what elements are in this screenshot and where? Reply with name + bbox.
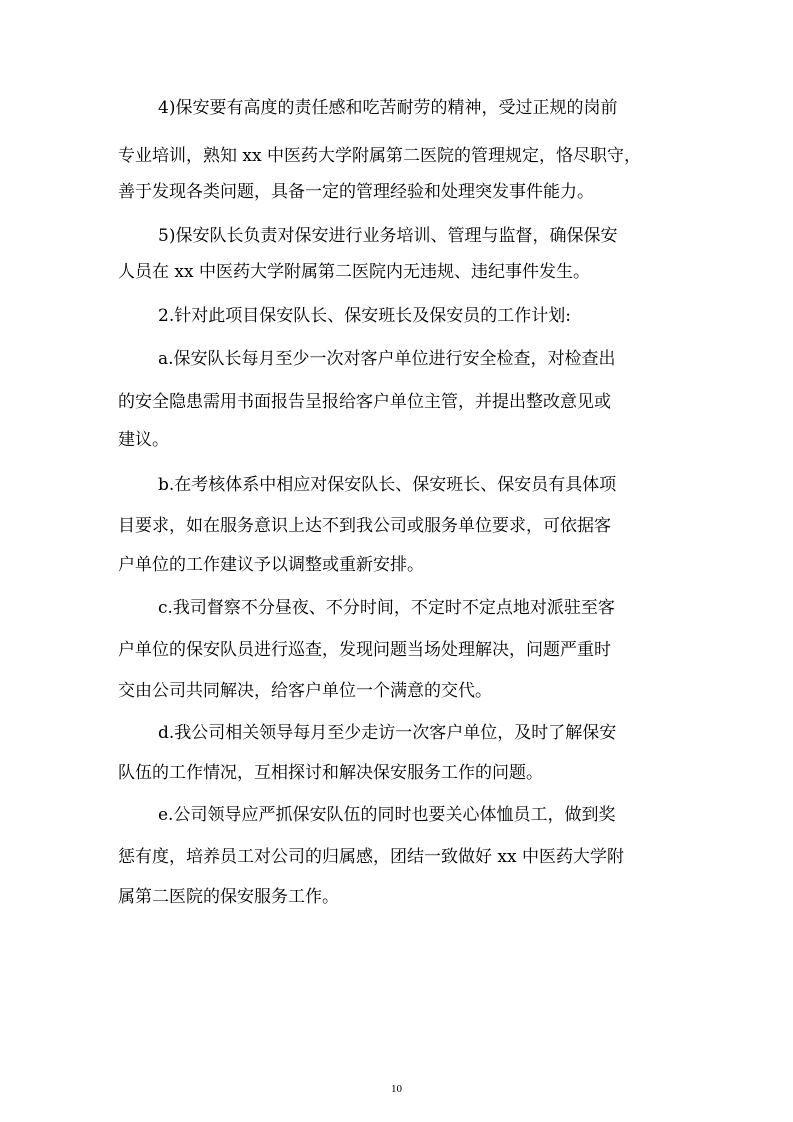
text-line: c.我司督察不分昼夜、不分时间，不定时不定点地对派驻至客 [158,598,615,618]
text-line: 的安全隐患需用书面报告呈报给客户单位主管，并提出整改意见或 [118,392,611,412]
text-line: 专业培训，熟知 xx 中医药大学附属第二医院的管理规定，恪尽职守， [118,146,641,166]
text-line: b.在考核体系中相应对保安队长、保安班长、保安员有具体项 [158,475,617,495]
text-line: 建议。 [118,430,169,450]
text-line: 交由公司共同解决，给客户单位一个满意的交代。 [118,681,492,701]
text-line: 5)保安队长负责对保安进行业务培训、管理与监督，确保保安 [158,226,618,246]
text-line: 人员在 xx 中医药大学附属第二医院内无违规、违纪事件发生。 [118,262,590,282]
text-line: 目要求，如在服务意识上达不到我公司或服务单位要求，可依据客 [118,516,611,536]
text-line: 户单位的工作建议予以调整或重新安排。 [118,555,424,575]
text-line: 属第二医院的保安服务工作。 [118,887,339,907]
text-line: d.我公司相关领导每月至少走访一次客户单位，及时了解保安 [158,723,617,743]
text-line: 善于发现各类问题，具备一定的管理经验和处理突发事件能力。 [118,182,594,202]
page-number: 10 [391,1083,402,1095]
text-line: a.保安队长每月至少一次对客户单位进行安全检查，对检查出 [158,349,616,369]
text-line: 户单位的保安队员进行巡查，发现问题当场处理解决，问题严重时 [118,640,611,660]
text-line: 惩有度，培养员工对公司的归属感，团结一致做好 xx 中医药大学附 [118,847,624,867]
text-line: 4)保安要有高度的责任感和吃苦耐劳的精神，受过正规的岗前 [158,98,618,118]
text-line: 2.针对此项目保安队长、保安班长及保安员的工作计划: [158,306,571,326]
text-line: e.公司领导应严抓保安队伍的同时也要关心体恤员工，做到奖 [158,805,616,825]
text-line: 队伍的工作情况，互相探讨和解决保安服务工作的问题。 [118,763,543,783]
